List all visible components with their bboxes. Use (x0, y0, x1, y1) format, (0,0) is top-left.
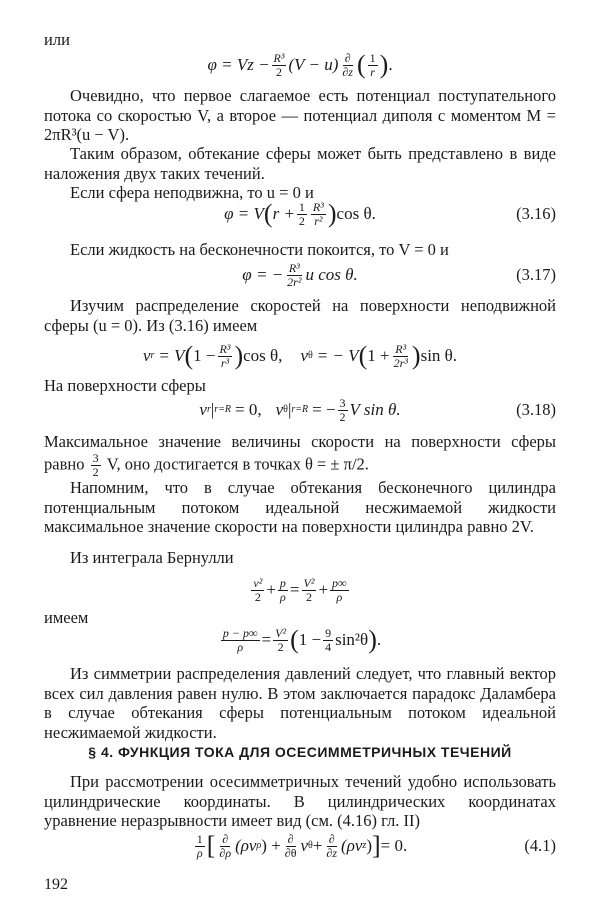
frac-num: R³ (395, 341, 407, 356)
paren: ( (290, 625, 299, 654)
frac-num: R³ (219, 341, 231, 356)
frac-num: 1 (298, 199, 305, 214)
fraction (323, 627, 333, 654)
paren: ) (234, 341, 244, 370)
frac-den: 2r² (287, 274, 302, 289)
frac-num: 1 (196, 831, 203, 846)
frac-num: p (279, 575, 286, 590)
equation-phi-general (44, 45, 556, 85)
eq-term: + (312, 836, 323, 855)
fraction (297, 201, 307, 228)
equation-pressure (44, 620, 556, 660)
fraction (221, 627, 260, 654)
fraction (324, 833, 339, 860)
frac-den: 2 (339, 409, 346, 424)
equation-3-18: v r | r=R = 0, v θ | r=R = − $\frac{3}{2}$ V sin θ. (3.18) (199, 395, 556, 424)
paren: ) (411, 341, 421, 370)
paragraph-fixed-sphere: Если сфера неподвижна, то u = 0 и (70, 183, 314, 202)
eq-term: = (261, 630, 272, 649)
frac-den: ∂z (326, 845, 338, 860)
eq-term: v (142, 346, 151, 365)
eq-term: = V (158, 346, 185, 365)
eq-term: = − V (316, 346, 359, 365)
frac-num: 3 (339, 395, 346, 410)
equation-3-17 (44, 255, 556, 295)
fraction (91, 452, 101, 479)
bracket: ] (371, 831, 381, 860)
fraction (251, 577, 264, 604)
frac-num: ∂ (222, 831, 229, 846)
equation-number: (4.1) (524, 836, 556, 855)
frac-num: ∂ (328, 831, 335, 846)
paren: ( (184, 341, 194, 370)
frac-den: 2r³ (393, 355, 408, 370)
fraction (338, 397, 348, 424)
eq-term: = − (312, 400, 336, 419)
fraction (392, 343, 410, 370)
eq-term: (V − u) (288, 55, 339, 74)
text-part: V, оно достигается в точках θ = ± π/2. (106, 453, 369, 473)
eq-term: = (289, 580, 300, 599)
fraction (273, 627, 288, 654)
fraction (218, 343, 233, 370)
equation-velocities: v r = V ( 1 − $\frac{\text{R³}}{\text{r³}}$ ) cos θ, v θ = − V ( 1 + $\frac{\text{R³}}{\text{2r³}}$ ) sin θ. (142, 341, 458, 370)
paragraph-cylinder-reminder: Напомним, что в случае обтекания бесконечного цилиндра потенциальным потоком идеальной несжимаемой жидкости максимальное значение скорости на поверхности цилиндра равно 2V. (44, 478, 556, 536)
frac-num: ∂ (287, 831, 294, 846)
frac-den: 2 (298, 213, 305, 228)
paragraph-axisymmetric: При рассмотрении осесимметричных течений удобно использовать цилиндрические координаты. В цилиндрических координатах уравнение неразрывности имеет вид (см. (4.16) гл. II) (44, 772, 556, 830)
fraction (217, 833, 233, 860)
frac-den: ρ (196, 845, 203, 860)
eq-term: | (287, 400, 292, 419)
paren: ) (379, 50, 389, 79)
equation-number: (3.16) (516, 204, 556, 223)
eq-term: (ρv (235, 836, 257, 855)
frac-den: ∂z (342, 64, 353, 79)
frac-den: ρ (336, 589, 343, 604)
fraction (302, 577, 317, 604)
eq-term: = 0. (380, 836, 408, 855)
frac-den: r² (314, 213, 323, 228)
eq-term: | (210, 400, 215, 419)
equation-number: (3.17) (516, 265, 556, 284)
text-on-surface: На поверхности сферы (44, 376, 206, 395)
frac-den: ∂ρ (219, 845, 232, 860)
paren: ( (263, 199, 273, 228)
eq-term: ) + (261, 836, 281, 855)
paren: ( (356, 50, 366, 79)
fraction (285, 262, 303, 289)
bracket: [ (206, 831, 216, 860)
fraction (278, 577, 288, 604)
frac-num: v² (253, 575, 263, 590)
eq-term: 1 − (298, 630, 322, 649)
eq-term: cos θ, (243, 346, 283, 365)
eq-term: ) (366, 836, 372, 855)
frac-num: 3 (92, 450, 99, 465)
eq-term: V sin θ. (349, 400, 401, 419)
eq-term: v (300, 836, 309, 855)
paragraph-potential: Очевидно, что первое слагаемое есть потенциал поступательного потока со скоростью V, а второе — потенциал диполя с моментом M = 2πR³(u − V). (44, 86, 556, 144)
paragraph-fluid-rest: Если жидкость на бесконечности покоится, то V = 0 и (70, 240, 449, 259)
paragraph-velocity-distribution: Изучим распределение скоростей на поверхности неподвижной сферы (u = 0). Из (3.16) имеем (44, 296, 556, 335)
frac-den: 2 (92, 464, 99, 479)
frac-num: R³ (312, 199, 324, 214)
text-bernoulli: Из интеграла Бернулли (70, 548, 234, 567)
frac-den: 4 (325, 639, 332, 654)
paragraph-dalembert: Из симметрии распределения давлений следует, что главный вектор всех сил давления равен нулю. В этом заключается парадокс Даламбера в случае обтекания сферы потенциальным потоком идеальной несжимаемой жидкости. (44, 664, 556, 742)
frac-den: 2 (305, 589, 312, 604)
frac-num: V² (275, 625, 287, 640)
frac-den: r (370, 64, 375, 79)
frac-num: 9 (325, 625, 332, 640)
eq-term: v (275, 400, 284, 419)
eq-term: cos θ. (336, 204, 376, 223)
eq-term: φ = V (224, 204, 264, 223)
frac-den: 2 (276, 64, 283, 79)
frac-den: ρ (237, 639, 244, 654)
eq-term: r + (272, 204, 295, 223)
frac-den: ∂θ (284, 845, 297, 860)
paren: ( (358, 341, 368, 370)
eq-term: u cos θ. (305, 265, 358, 284)
eq-term: (ρv (341, 836, 363, 855)
fraction (368, 52, 378, 79)
eq-term: + (318, 580, 329, 599)
text-part: Максимальное значение величины скорости на поверхности сферы равно (44, 432, 556, 473)
fraction (330, 577, 349, 604)
frac-num: ∂ (344, 50, 351, 65)
text-imeem: имеем (44, 608, 89, 627)
page-number: 192 (44, 876, 68, 893)
equation-4-1: $\frac{1}{\rho}$ [ $\frac{\partial}{\partial\rho}$ (ρv ρ ) + $\frac{\partial}{\partial\theta}$ v θ + $\frac{\partial}{\partial z}$ (ρv z ) ] = 0. (4.1) (196, 831, 556, 860)
frac-den: ρ (280, 589, 286, 604)
eq-term: v (300, 346, 308, 365)
eq-term: . (388, 55, 393, 74)
equation-number: (3.18) (516, 400, 556, 419)
eq-term: = 0, (235, 400, 262, 419)
fraction (195, 833, 205, 860)
eq-term: sin²θ (335, 630, 369, 649)
fraction (340, 52, 355, 79)
eq-term: 1 − (193, 346, 216, 365)
eq-term: φ = − (242, 265, 284, 284)
paragraph-max-velocity (44, 432, 556, 479)
eq-term: v (199, 400, 207, 419)
paren: ) (327, 199, 337, 228)
eq-term: . (376, 630, 382, 649)
text-line-ili: или (44, 30, 70, 49)
equation-3-16 (44, 194, 556, 234)
section-heading: § 4. ФУНКЦИЯ ТОКА ДЛЯ ОСЕСИММЕТРИЧНЫХ ТЕЧЕНИЙ (88, 744, 512, 760)
paren: ) (368, 625, 377, 654)
eq-term: + (266, 580, 276, 599)
eq-term: 1 + (367, 346, 390, 365)
frac-den: r³ (220, 355, 230, 370)
paragraph-superposition: Таким образом, обтекание сферы может быть представлено в виде наложения двух таких течений. (44, 144, 556, 183)
frac-num: p∞ (332, 575, 347, 590)
equation-bernoulli (44, 570, 556, 610)
eq-term: φ = Vz − (207, 55, 270, 74)
fraction (283, 833, 299, 860)
eq-term: sin θ. (420, 346, 458, 365)
frac-num: R³ (273, 50, 285, 65)
frac-num: V² (303, 575, 315, 590)
frac-num: 1 (369, 50, 376, 65)
frac-den: 2 (277, 639, 284, 654)
fraction (311, 201, 326, 228)
frac-num: p − p∞ (222, 625, 258, 640)
fraction (272, 52, 287, 79)
frac-den: 2 (254, 589, 261, 604)
frac-num: R³ (288, 260, 300, 275)
